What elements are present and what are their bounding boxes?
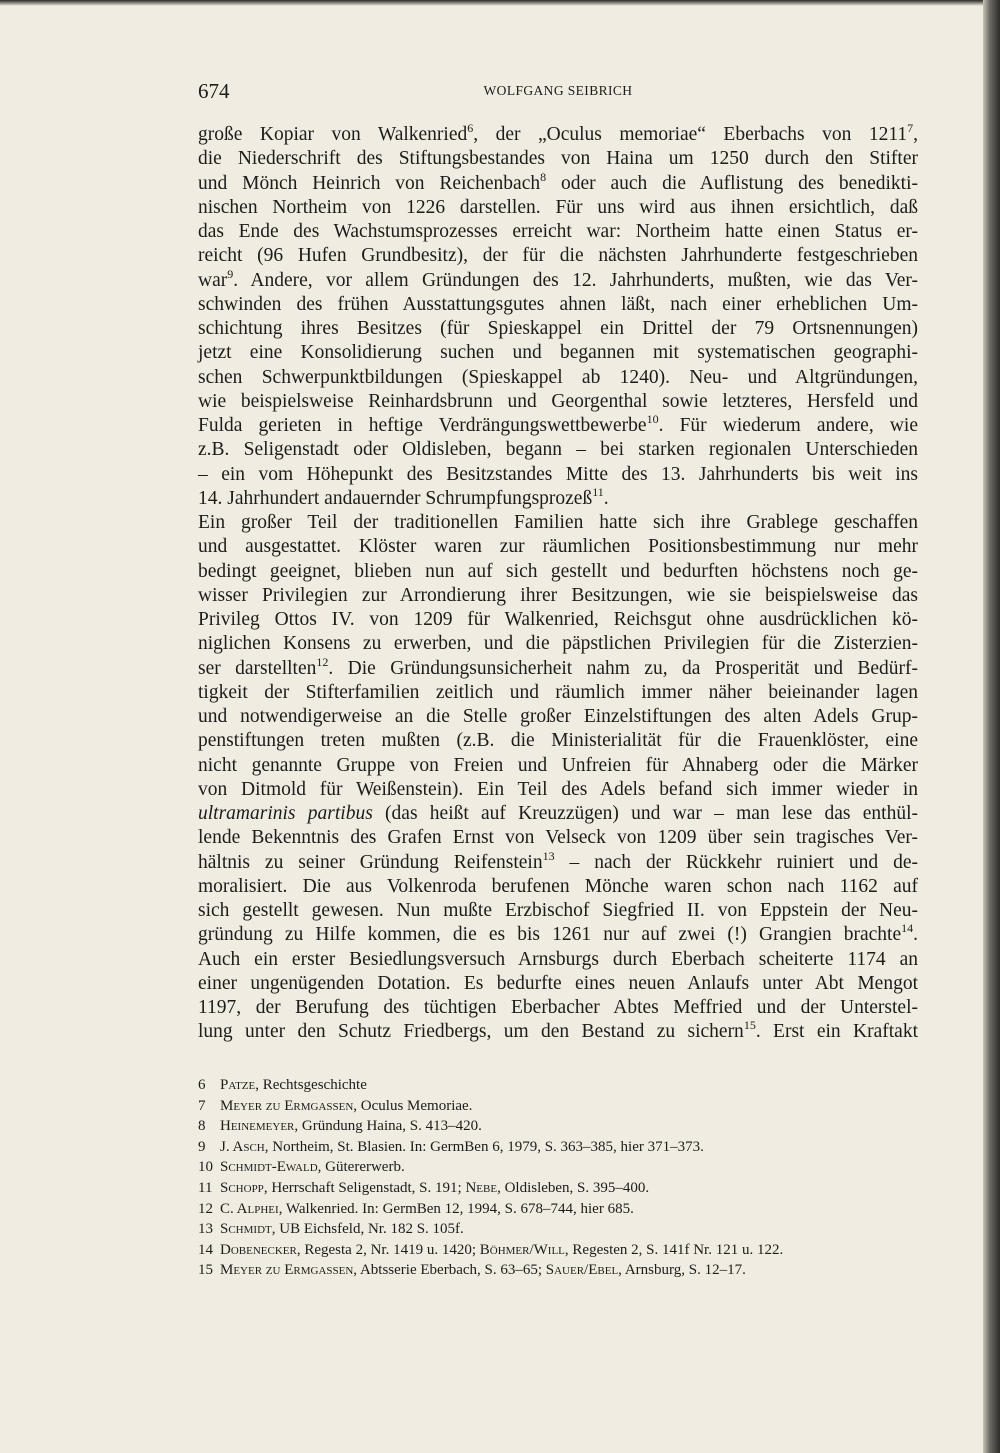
footnote: 9 J. Asch, Northeim, St. Blasien. In: GermBen 6, 1979, S. 363–385, hier 371–373.: [198, 1138, 704, 1155]
footnote: 6 Patze, Rechtsgeschichte: [198, 1077, 367, 1093]
footnote: 7 Meyer zu Ermgassen, Oculus Memoriae.: [198, 1097, 473, 1114]
footnote: 8 Heinemeyer, Gründung Haina, S. 413–420.: [198, 1118, 482, 1135]
text-line: Fulda gerieten in heftige Verdrängungswettbewerbe$^{10}$. Für wiederum andere, wie: [198, 412, 918, 436]
text-line: ser darstellten$^{12}$. Die Gründungsunsicherheit nahm zu, da Prosperität und Bedürf-: [198, 654, 918, 679]
text-line: nicht genannte Gruppe von Freien und Unfreien für Ahnaberg oder die Märker: [198, 754, 918, 776]
text-line: niglichen Konsens zu erwerben, und die päpstlichen Privilegien für die Zisterzien-: [198, 633, 918, 655]
text-line: – ein vom Höhepunkt des Besitzstandes Mitte des 13. Jahrhunderts bis weit ins: [198, 463, 918, 485]
text-line: und notwendigerweise an die Stelle großer Einzelstiftungen des alten Adels Grup-: [198, 706, 918, 727]
text-line: bedingt geeignet, blieben nun auf sich gestellt und bedurften höchstens noch ge-: [198, 560, 918, 582]
footnote: 15 Meyer zu Ermgassen, Abtsserie Eberbach, S. 63–65; Sauer/Ebel, Arnsburg, S. 12–17.: [198, 1262, 746, 1279]
text-line: reicht (96 Hufen Grundbesitz), der für die nächsten Jahrhunderte festgeschrieben: [198, 245, 918, 267]
text-line: ultramarinis partibus (das heißt auf Kreuzzügen) und war – man lese das enthül-: [198, 803, 918, 824]
page-number: 674: [198, 79, 230, 103]
footnote: 11 Schopp, Herrschaft Seligenstadt, S. 191; Nebe, Oldisleben, S. 395–400.: [198, 1179, 650, 1196]
text-line: tigkeit der Stifterfamilien zeitlich und räumlich immer näher beieinander lagen: [198, 681, 918, 703]
text-line: 1197, der Berufung des tüchtigen Eberbacher Abtes Meffried und der Unterstel-: [198, 997, 918, 1018]
text-line: gründung zu Hilfe kommen, die es bis 1261 nur auf zwei (!) Grangien brachte$^{14}$.: [198, 921, 918, 946]
text-line: jetzt eine Konsolidierung suchen und begannen mit systematischen geographi-: [198, 342, 918, 364]
text-line: Ein großer Teil der traditionellen Familien hatte sich ihre Grablege geschaffen: [198, 512, 918, 533]
footnote: 13 Schmidt, UB Eichsfeld, Nr. 182 S. 105f.: [198, 1221, 464, 1238]
text-line: lende Bekenntnis des Grafen Ernst von Velseck von 1209 über sein tragisches Ver-: [198, 827, 918, 849]
text-line: einer ungenügenden Dotation. Es bedurfte eines neuen Anlaufs unter Abt Mengot: [198, 972, 918, 994]
text-line: moralisiert. Die aus Volkenroda berufenen Mönche waren schon nach 1162 auf: [198, 875, 918, 897]
text-line: nischen Northeim von 1226 darstellen. Für uns wird aus ihnen ersichtlich, daß: [198, 196, 918, 218]
text-line: von Ditmold für Weißenstein). Ein Teil des Adels befand sich immer wieder in: [198, 778, 918, 800]
text-line: das Ende des Wachstumsprozesses erreicht war: Northeim hatte einen Status er-: [198, 221, 918, 242]
running-head: WOLFGANG SEIBRICH: [483, 83, 633, 98]
page-edge-shadow: [983, 0, 1000, 1453]
text-line: schichtung ihres Besitzes (für Spieskappel ein Drittel der 79 Ortsnennungen): [198, 318, 918, 339]
text-line: Privileg Ottos IV. von 1209 für Walkenried, Reichsgut ohne ausdrücklichen kö-: [198, 609, 918, 630]
page-header: [198, 79, 918, 109]
footnote: 14 Dobenecker, Regesta 2, Nr. 1419 u. 1420; Böhmer/Will, Regesten 2, S. 141f Nr. 121 u. 122.: [198, 1241, 784, 1258]
text-line: war$^9$. Andere, vor allem Gründungen des 12. Jahrhunderts, mußten, wie das Ver-: [198, 266, 918, 291]
text-line: z.B. Seligenstadt oder Oldisleben, begann – bei starken regionalen Unterschieden: [198, 439, 918, 461]
text-line: penstiftungen treten mußten (z.B. die Ministerialität für die Frauenklöster, eine: [198, 730, 918, 752]
text-line: sich gestellt gewesen. Nun mußte Erzbischof Siegfried II. von Eppstein der Neu-: [198, 900, 918, 921]
main-text: [198, 123, 918, 1045]
text-line: 14. Jahrhundert andauernder Schrumpfungsprozeß$^{11}$.: [198, 484, 609, 509]
text-line: hältnis zu seiner Gründung Reifenstein$^{13}$ – nach der Rückkehr ruiniert und de-: [198, 848, 918, 873]
page-top-shadow: [0, 0, 983, 6]
footnote: 12 C. Alphei, Walkenried. In: GermBen 12, 1994, S. 678–744, hier 685.: [198, 1200, 634, 1217]
footnotes: [198, 1075, 918, 1281]
text-line: und ausgestattet. Klöster waren zur räumlichen Positionsbestimmung nur mehr: [198, 536, 918, 558]
text-line: lung unter den Schutz Friedbergs, um den Bestand zu sichern$^{15}$. Erst ein Kraftakt: [198, 1018, 918, 1043]
text-line: Auch ein erster Besiedlungsversuch Arnsburgs durch Eberbach scheiterte 1174 an: [198, 948, 918, 970]
text-line: und Mönch Heinrich von Reichenbach$^8$ oder auch die Auflistung des benedikti-: [198, 169, 918, 194]
text-line: wie beispielsweise Reinhardsbrunn und Georgenthal sowie letzteres, Hersfeld und: [198, 390, 918, 412]
text-line: große Kopiar von Walkenried$^6$, der „Oculus memoriae“ Eberbachs von 1211$^7$,: [198, 121, 918, 145]
footnote: 10 Schmidt-Ewald, Gütererwerb.: [198, 1159, 405, 1176]
text-line: schen Schwerpunktbildungen (Spieskappel ab 1240). Neu- und Altgründungen,: [198, 366, 918, 388]
text-line: schwinden des frühen Ausstattungsgutes ahnen läßt, nach einer erheblichen Um-: [198, 293, 918, 315]
text-line: wisser Privilegien zur Arrondierung ihrer Besitzungen, wie sie beispielsweise das: [198, 584, 918, 606]
text-line: die Niederschrift des Stiftungsbestandes von Haina um 1250 durch den Stifter: [198, 148, 918, 170]
